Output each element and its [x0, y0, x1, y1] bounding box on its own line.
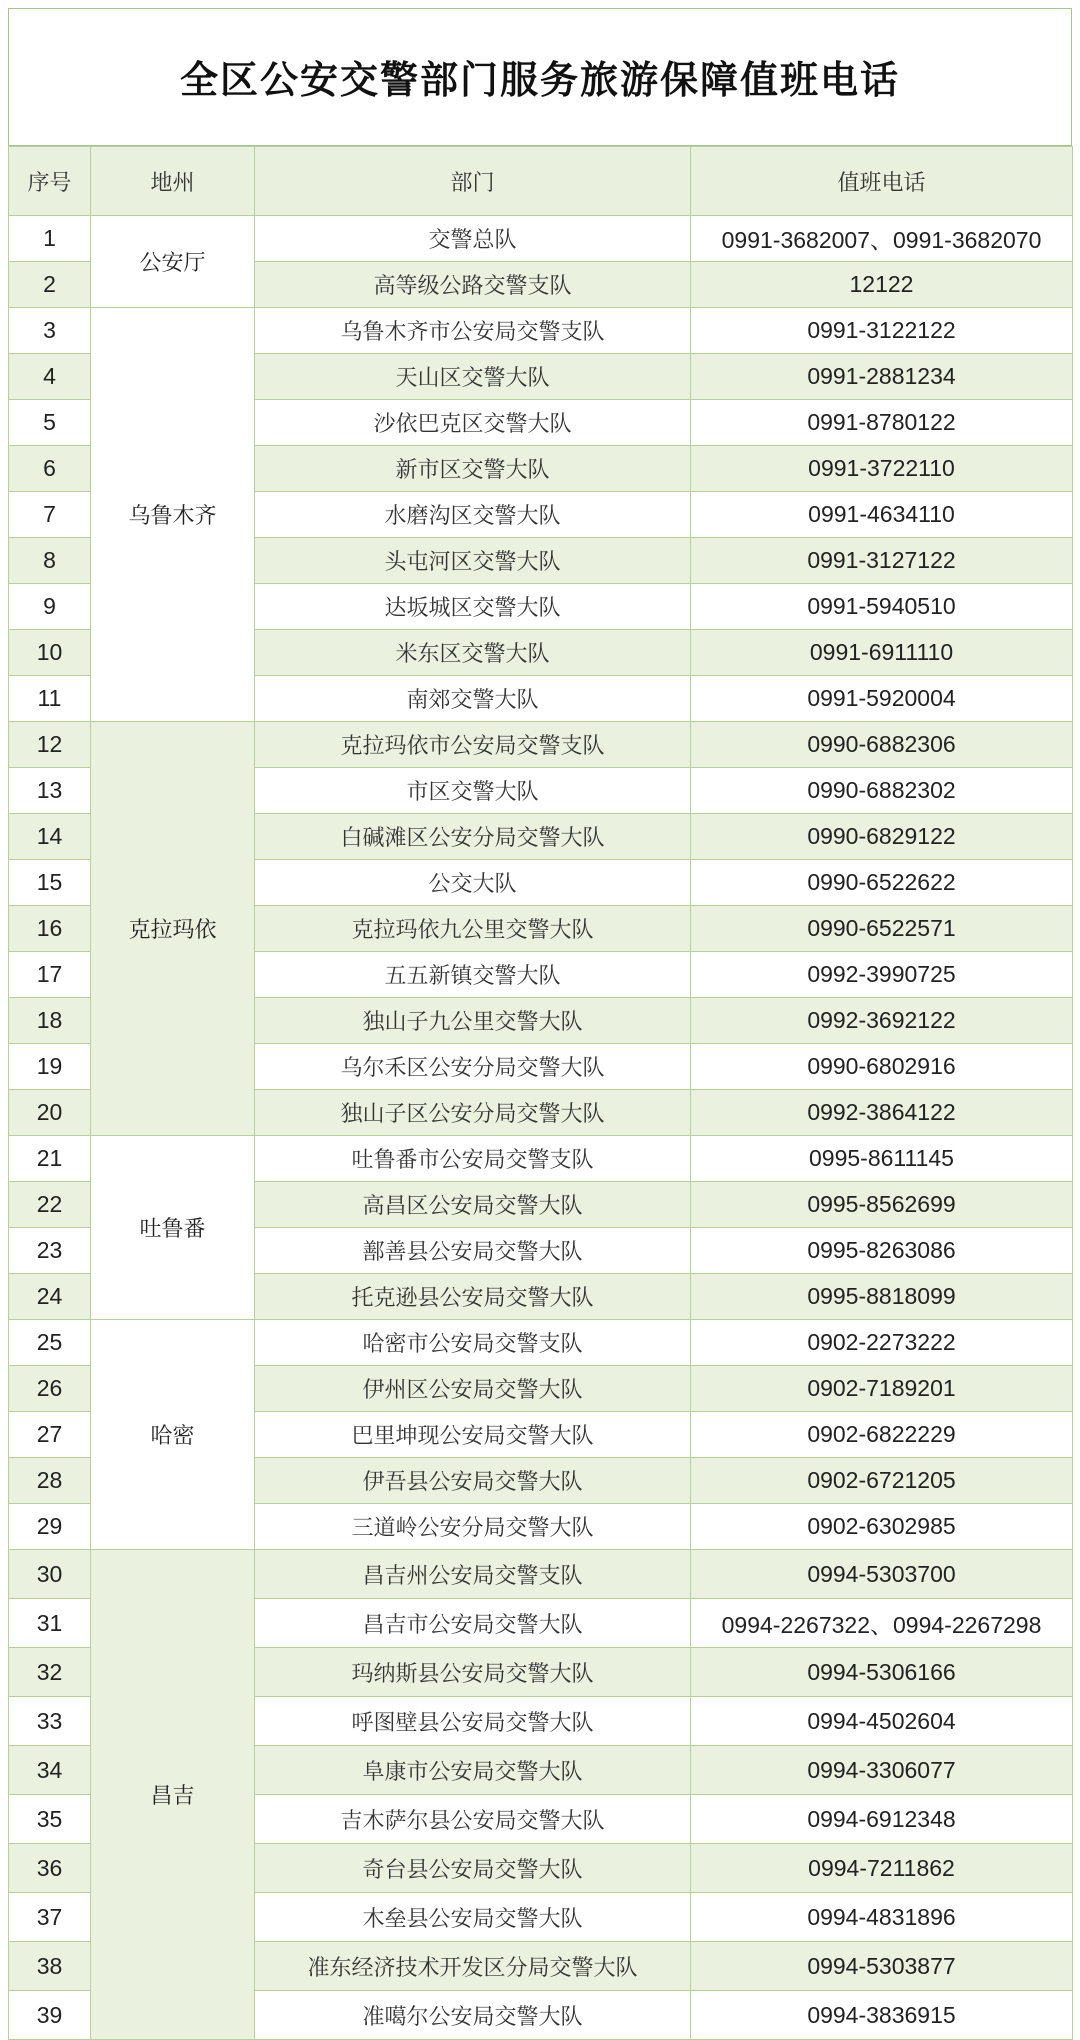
row-department: 公交大队	[255, 860, 691, 906]
row-department: 准东经济技术开发区分局交警大队	[255, 1942, 691, 1991]
row-seq: 31	[9, 1599, 91, 1648]
row-department: 昌吉州公安局交警支队	[255, 1550, 691, 1599]
row-department: 哈密市公安局交警支队	[255, 1320, 691, 1366]
row-seq: 13	[9, 768, 91, 814]
row-phone[interactable]: 0902-6721205	[691, 1458, 1073, 1504]
row-phone[interactable]: 0994-4502604	[691, 1697, 1073, 1746]
row-phone[interactable]: 0991-3122122	[691, 308, 1073, 354]
row-seq: 38	[9, 1942, 91, 1991]
row-seq: 35	[9, 1795, 91, 1844]
header-row	[9, 147, 1073, 216]
row-department: 吉木萨尔县公安局交警大队	[255, 1795, 691, 1844]
row-region: 乌鲁木齐	[91, 308, 255, 722]
header-region: 地州	[91, 147, 255, 216]
row-department: 玛纳斯县公安局交警大队	[255, 1648, 691, 1697]
row-phone[interactable]: 0994-2267322、0994-2267298	[691, 1599, 1073, 1648]
row-phone[interactable]: 0991-8780122	[691, 400, 1073, 446]
page-title: 全区公安交警部门服务旅游保障值班电话	[179, 58, 900, 102]
row-phone[interactable]: 0991-5940510	[691, 584, 1073, 630]
row-phone[interactable]: 0991-6911110	[691, 630, 1073, 676]
row-phone[interactable]: 0995-8611145	[691, 1136, 1073, 1182]
row-seq: 28	[9, 1458, 91, 1504]
row-department: 高等级公路交警支队	[255, 262, 691, 308]
row-seq: 11	[9, 676, 91, 722]
row-seq: 3	[9, 308, 91, 354]
row-department: 新市区交警大队	[255, 446, 691, 492]
row-region: 哈密	[91, 1320, 255, 1550]
row-seq: 6	[9, 446, 91, 492]
header-seq: 序号	[9, 147, 91, 216]
row-department: 奇台县公安局交警大队	[255, 1844, 691, 1893]
row-department: 昌吉市公安局交警大队	[255, 1599, 691, 1648]
row-phone[interactable]: 0995-8562699	[691, 1182, 1073, 1228]
row-phone[interactable]: 0994-7211862	[691, 1844, 1073, 1893]
table-row	[9, 216, 1073, 262]
row-phone[interactable]: 0991-5920004	[691, 676, 1073, 722]
table-row	[9, 722, 1073, 768]
table-row	[9, 1550, 1073, 1599]
row-seq: 5	[9, 400, 91, 446]
row-department: 高昌区公安局交警大队	[255, 1182, 691, 1228]
row-seq: 14	[9, 814, 91, 860]
row-seq: 36	[9, 1844, 91, 1893]
row-seq: 9	[9, 584, 91, 630]
row-phone[interactable]: 0994-6912348	[691, 1795, 1073, 1844]
row-department: 巴里坤现公安局交警大队	[255, 1412, 691, 1458]
row-seq: 34	[9, 1746, 91, 1795]
row-department: 水磨沟区交警大队	[255, 492, 691, 538]
row-department: 克拉玛依市公安局交警支队	[255, 722, 691, 768]
row-phone[interactable]: 0994-3836915	[691, 1991, 1073, 2040]
row-department: 伊吾县公安局交警大队	[255, 1458, 691, 1504]
row-seq: 24	[9, 1274, 91, 1320]
row-department: 鄯善县公安局交警大队	[255, 1228, 691, 1274]
row-phone[interactable]: 0995-8263086	[691, 1228, 1073, 1274]
row-seq: 19	[9, 1044, 91, 1090]
row-department: 市区交警大队	[255, 768, 691, 814]
row-phone[interactable]: 0994-4831896	[691, 1893, 1073, 1942]
row-phone[interactable]: 0990-6802916	[691, 1044, 1073, 1090]
row-department: 达坂城区交警大队	[255, 584, 691, 630]
row-seq: 23	[9, 1228, 91, 1274]
row-seq: 17	[9, 952, 91, 998]
row-phone[interactable]: 0992-3864122	[691, 1090, 1073, 1136]
row-region: 克拉玛依	[91, 722, 255, 1136]
row-seq: 21	[9, 1136, 91, 1182]
row-department: 准噶尔公安局交警大队	[255, 1991, 691, 2040]
row-phone[interactable]: 0991-3127122	[691, 538, 1073, 584]
row-phone[interactable]: 0990-6882306	[691, 722, 1073, 768]
row-seq: 12	[9, 722, 91, 768]
duty-phone-table	[8, 146, 1073, 2040]
table-row	[9, 1320, 1073, 1366]
row-phone[interactable]: 0991-2881234	[691, 354, 1073, 400]
row-department: 沙依巴克区交警大队	[255, 400, 691, 446]
row-seq: 16	[9, 906, 91, 952]
row-seq: 29	[9, 1504, 91, 1550]
row-department: 乌尔禾区公安分局交警大队	[255, 1044, 691, 1090]
row-seq: 4	[9, 354, 91, 400]
row-phone[interactable]: 12122	[691, 262, 1073, 308]
row-phone[interactable]: 0991-3722110	[691, 446, 1073, 492]
row-seq: 25	[9, 1320, 91, 1366]
row-department: 白碱滩区公安分局交警大队	[255, 814, 691, 860]
row-seq: 39	[9, 1991, 91, 2040]
table-body	[9, 216, 1073, 2040]
row-phone[interactable]: 0992-3692122	[691, 998, 1073, 1044]
row-phone[interactable]: 0902-6302985	[691, 1504, 1073, 1550]
row-phone[interactable]: 0994-5303700	[691, 1550, 1073, 1599]
row-phone[interactable]: 0994-5303877	[691, 1942, 1073, 1991]
row-seq: 15	[9, 860, 91, 906]
row-department: 木垒县公安局交警大队	[255, 1893, 691, 1942]
title-box	[8, 8, 1072, 146]
row-department: 天山区交警大队	[255, 354, 691, 400]
row-department: 伊州区公安局交警大队	[255, 1366, 691, 1412]
row-department: 南郊交警大队	[255, 676, 691, 722]
row-department: 呼图壁县公安局交警大队	[255, 1697, 691, 1746]
row-department: 独山子九公里交警大队	[255, 998, 691, 1044]
row-seq: 20	[9, 1090, 91, 1136]
row-phone[interactable]: 0992-3990725	[691, 952, 1073, 998]
row-phone[interactable]: 0902-6822229	[691, 1412, 1073, 1458]
row-seq: 32	[9, 1648, 91, 1697]
row-phone[interactable]: 0902-2273222	[691, 1320, 1073, 1366]
row-department: 五五新镇交警大队	[255, 952, 691, 998]
row-seq: 30	[9, 1550, 91, 1599]
row-phone[interactable]: 0991-3682007、0991-3682070	[691, 216, 1073, 262]
row-seq: 7	[9, 492, 91, 538]
row-phone[interactable]: 0990-6882302	[691, 768, 1073, 814]
row-phone[interactable]: 0902-7189201	[691, 1366, 1073, 1412]
header-phone: 值班电话	[691, 147, 1073, 216]
row-department: 乌鲁木齐市公安局交警支队	[255, 308, 691, 354]
row-seq: 2	[9, 262, 91, 308]
header-dept: 部门	[255, 147, 691, 216]
row-seq: 22	[9, 1182, 91, 1228]
row-phone[interactable]: 0994-3306077	[691, 1746, 1073, 1795]
row-phone[interactable]: 0990-6829122	[691, 814, 1073, 860]
table-row	[9, 1136, 1073, 1182]
row-region: 昌吉	[91, 1550, 255, 2040]
row-seq: 8	[9, 538, 91, 584]
row-seq: 33	[9, 1697, 91, 1746]
row-department: 吐鲁番市公安局交警支队	[255, 1136, 691, 1182]
row-seq: 26	[9, 1366, 91, 1412]
row-department: 米东区交警大队	[255, 630, 691, 676]
row-department: 独山子区公安分局交警大队	[255, 1090, 691, 1136]
row-department: 交警总队	[255, 216, 691, 262]
row-region: 公安厅	[91, 216, 255, 308]
row-department: 克拉玛依九公里交警大队	[255, 906, 691, 952]
row-department: 头屯河区交警大队	[255, 538, 691, 584]
row-seq: 37	[9, 1893, 91, 1942]
row-seq: 18	[9, 998, 91, 1044]
row-department: 三道岭公安分局交警大队	[255, 1504, 691, 1550]
row-phone[interactable]: 0991-4634110	[691, 492, 1073, 538]
row-seq: 27	[9, 1412, 91, 1458]
row-phone[interactable]: 0990-6522571	[691, 906, 1073, 952]
table-row	[9, 308, 1073, 354]
row-phone[interactable]: 0990-6522622	[691, 860, 1073, 906]
row-region: 吐鲁番	[91, 1136, 255, 1320]
row-phone[interactable]: 0994-5306166	[691, 1648, 1073, 1697]
row-phone[interactable]: 0995-8818099	[691, 1274, 1073, 1320]
row-department: 阜康市公安局交警大队	[255, 1746, 691, 1795]
row-seq: 1	[9, 216, 91, 262]
row-department: 托克逊县公安局交警大队	[255, 1274, 691, 1320]
row-seq: 10	[9, 630, 91, 676]
